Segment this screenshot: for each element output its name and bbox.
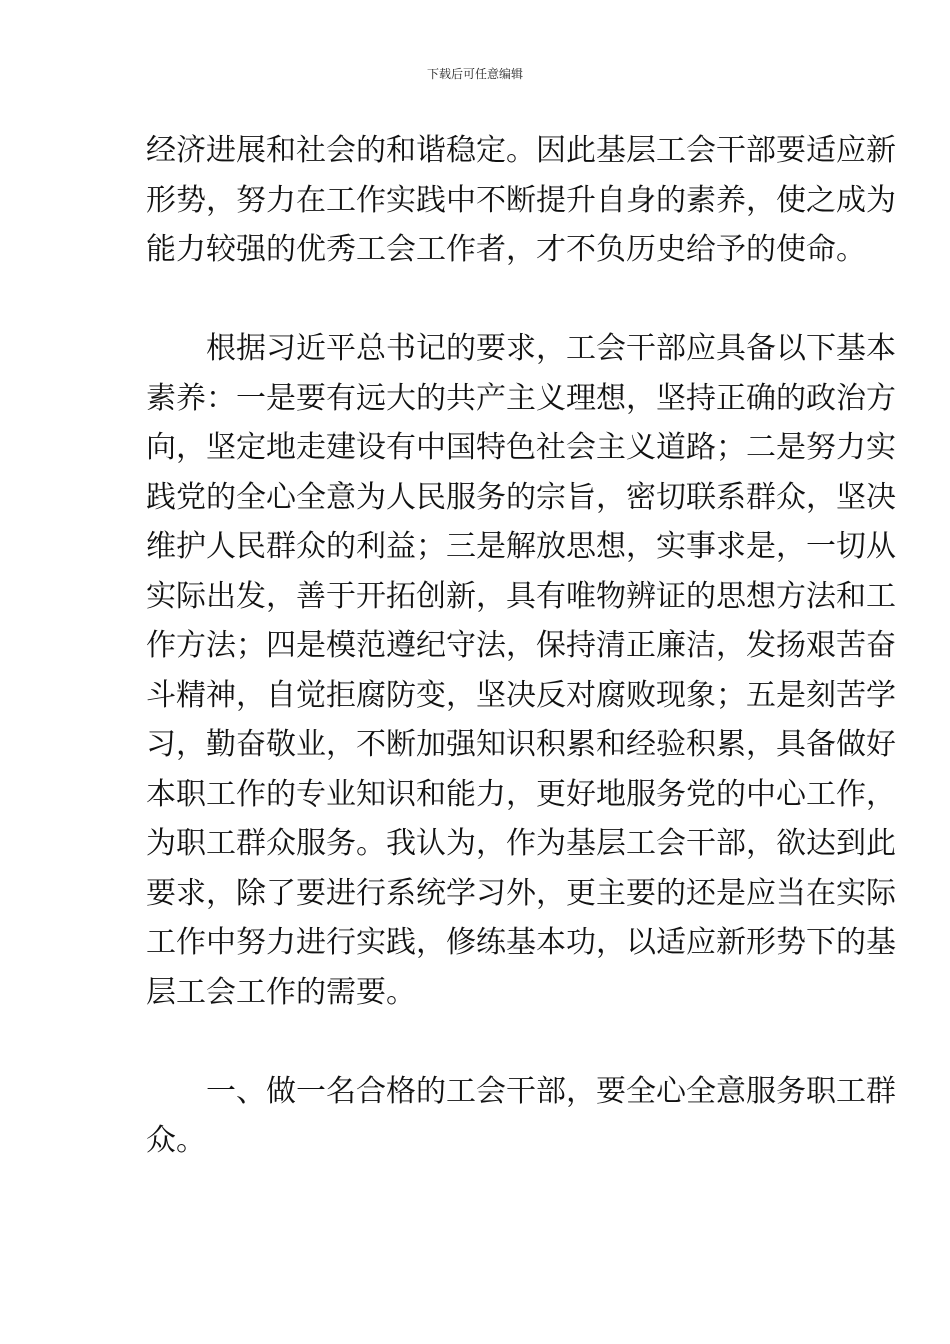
text-line: 作方法；四是模范遵纪守法，保持清正廉洁，发扬艰苦奋 <box>146 628 896 663</box>
text-line: 素养：一是要有远大的共产主义理想，坚持正确的政治方 <box>146 380 896 416</box>
text-line: 实际出发，善于开拓创新，具有唯物辨证的思想方法和工 <box>146 578 896 614</box>
text-line: 经济进展和社会的和谐稳定。因此基层工会干部要适应新 <box>146 133 896 168</box>
text-line: 为职工群众服务。我认为，作为基层工会干部，欲达到此 <box>146 826 896 861</box>
text-line: 形势，努力在工作实践中不断提升自身的素养，使之成为 <box>146 182 896 218</box>
document-body <box>146 126 896 1166</box>
text-line: 要求，除了要进行系统学习外，更主要的还是应当在实际 <box>146 875 896 911</box>
page-header: 下载后可任意编辑 <box>426 67 523 81</box>
text-line: 本职工作的专业知识和能力，更好地服务党的中心工作， <box>146 776 896 812</box>
text-line: 践党的全心全意为人民服务的宗旨，密切联系群众，坚决 <box>146 479 896 515</box>
paragraph-3 <box>146 1067 896 1166</box>
text-line: 工作中努力进行实践，修练基本功，以适应新形势下的基 <box>146 925 896 960</box>
text-line: 一、做一名合格的工会干部，要全心全意服务职工群 <box>146 1073 896 1109</box>
paragraph-spacer <box>146 1017 810 1067</box>
paragraph-2 <box>146 324 896 1017</box>
text-line: 能力较强的优秀工会工作者，才不负历史给予的使命。 <box>146 232 866 267</box>
text-line: 众。 <box>146 1123 206 1158</box>
paragraph-1 <box>146 126 896 275</box>
text-line: 习，勤奋敬业，不断加强知识积累和经验积累，具备做好 <box>146 727 896 762</box>
text-line: 斗精神，自觉拒腐防变，坚决反对腐败现象；五是刻苦学 <box>146 677 896 713</box>
paragraph-spacer <box>146 275 810 325</box>
text-line: 层工会工作的需要。 <box>146 974 416 1010</box>
text-line: 向，坚定地走建设有中国特色社会主义道路；二是努力实 <box>146 430 896 465</box>
text-line: 根据习近平总书记的要求，工会干部应具备以下基本 <box>146 331 896 366</box>
text-line: 维护人民群众的利益；三是解放思想，实事求是，一切从 <box>146 529 896 564</box>
